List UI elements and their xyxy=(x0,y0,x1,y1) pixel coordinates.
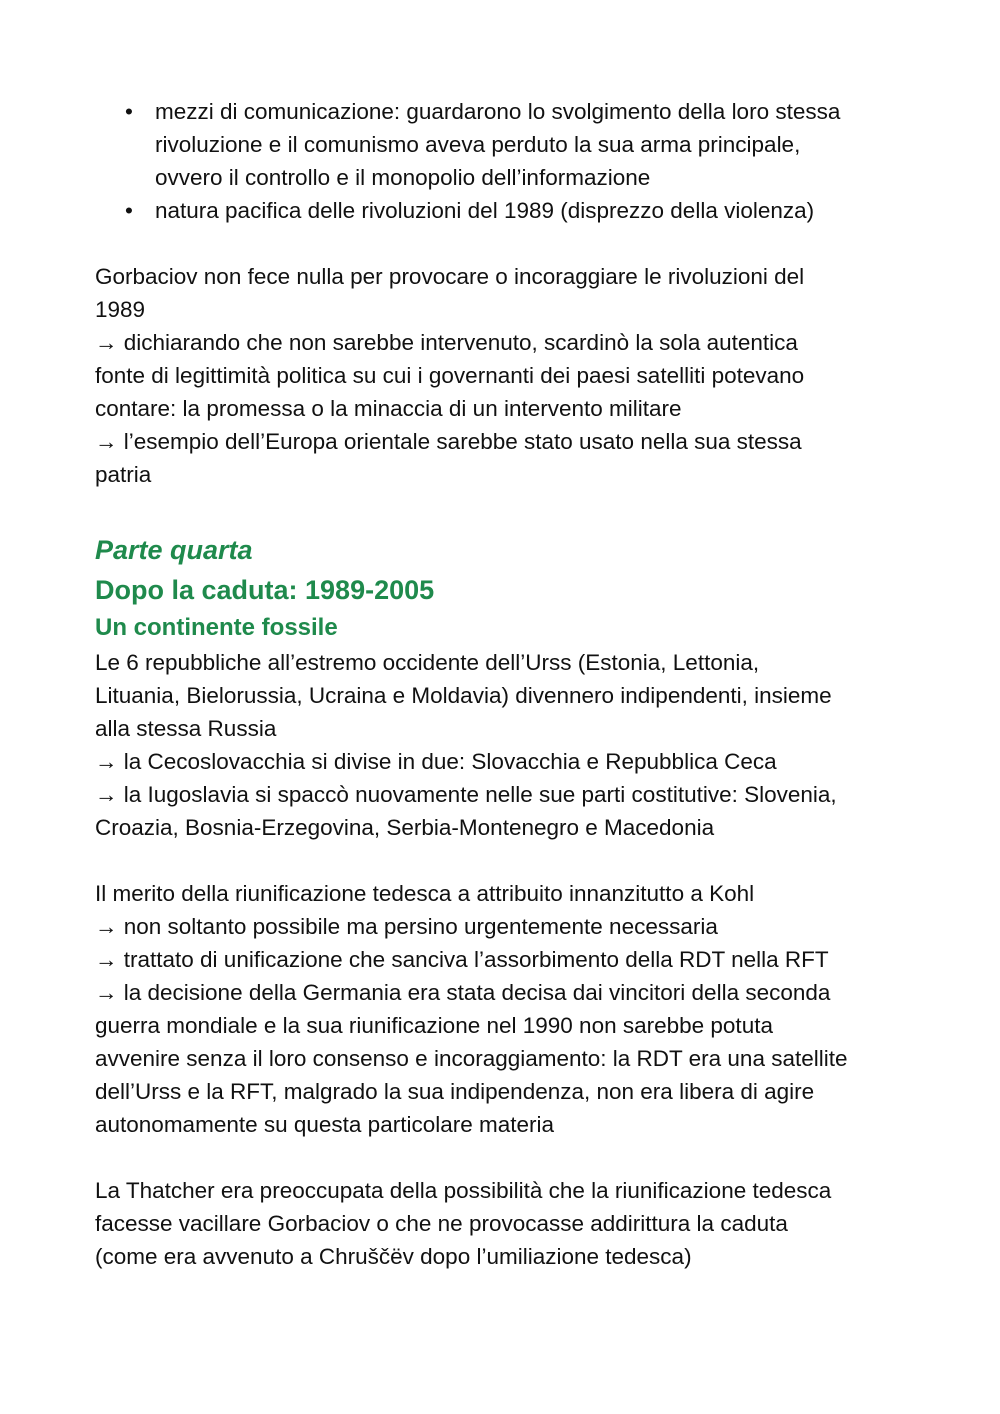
page-content xyxy=(95,95,925,1273)
paragraph-line: avvenire senza il loro consenso e incoraggiamento: la RDT era una satellite xyxy=(95,1046,848,1071)
bullet-item-peaceful xyxy=(95,194,925,227)
paragraph-line: Il merito della riunificazione tedesca a attribuito innanzitutto a Kohl xyxy=(95,881,755,906)
paragraph-republics xyxy=(95,646,925,844)
paragraph-line: Gorbaciov non fece nulla per provocare o incoraggiare le rivoluzioni del xyxy=(95,264,805,289)
paragraph-line: Lituania, Bielorussia, Ucraina e Moldavia) divennero indipendenti, insieme xyxy=(95,683,832,708)
paragraph-line: → l’esempio dell’Europa orientale sarebbe stato usato nella sua stessa xyxy=(95,429,802,454)
paragraph-line: Le 6 repubbliche all’estremo occidente dell’Urss (Estonia, Lettonia, xyxy=(95,650,760,675)
paragraph-line: patria xyxy=(95,462,152,487)
paragraph-spacer xyxy=(95,227,925,260)
paragraph-line: autonomamente su questa particolare materia xyxy=(95,1112,555,1137)
heading-title: Dopo la caduta: 1989-2005 xyxy=(95,575,435,605)
paragraph-line: → dichiarando che non sarebbe intervenuto, scardinò la sola autentica xyxy=(95,330,798,355)
paragraph-line: La Thatcher era preoccupata della possibilità che la riunificazione tedesca xyxy=(95,1178,832,1203)
paragraph-line: → la Iugoslavia si spaccò nuovamente nelle sue parti costitutive: Slovenia, xyxy=(95,782,837,807)
paragraph-thatcher xyxy=(95,1174,925,1273)
paragraph-gorbaciov xyxy=(95,260,925,491)
paragraph-line: 1989 xyxy=(95,297,146,322)
paragraph-line: → trattato di unificazione che sanciva l’assorbimento della RDT nella RFT xyxy=(95,947,829,972)
paragraph-line: guerra mondiale e la sua riunificazione nel 1990 non sarebbe potuta xyxy=(95,1013,773,1038)
paragraph-line: facesse vacillare Gorbaciov o che ne provocasse addirittura la caduta xyxy=(95,1211,788,1236)
paragraph-line: alla stessa Russia xyxy=(95,716,277,741)
paragraph-kohl xyxy=(95,877,925,1141)
paragraph-line: fonte di legittimità politica su cui i governanti dei paesi satelliti potevano xyxy=(95,363,805,388)
paragraph-spacer xyxy=(95,1141,925,1174)
paragraph-line: dell’Urss e la RFT, malgrado la sua indipendenza, non era libera di agire xyxy=(95,1079,815,1104)
paragraph-spacer xyxy=(95,491,925,524)
paragraph-line: → la Cecoslovacchia si divise in due: Slovacchia e Repubblica Ceca xyxy=(95,749,777,774)
paragraph-line: (come era avvenuto a Chruščëv dopo l’umiliazione tedesca) xyxy=(95,1244,692,1269)
bullet-text-line: natura pacifica delle rivoluzioni del 1989 (disprezzo della violenza) xyxy=(155,198,815,223)
paragraph-spacer xyxy=(95,844,925,877)
bullet-text-line: ovvero il controllo e il monopolio dell’informazione xyxy=(155,165,651,190)
bullet-text-line: mezzi di comunicazione: guardarono lo svolgimento della loro stessa xyxy=(155,99,841,124)
bullet-icon: • xyxy=(125,99,133,124)
heading-part: Parte quarta xyxy=(95,535,253,565)
heading-subsection: Un continente fossile xyxy=(95,614,338,641)
bullet-icon: • xyxy=(125,198,133,223)
paragraph-line: → non soltanto possibile ma persino urgentemente necessaria xyxy=(95,914,718,939)
bullet-item-media xyxy=(95,95,925,194)
bullet-list xyxy=(95,95,925,227)
paragraph-line: contare: la promessa o la minaccia di un intervento militare xyxy=(95,396,682,421)
paragraph-line: → la decisione della Germania era stata decisa dai vincitori della seconda xyxy=(95,980,831,1005)
paragraph-line: Croazia, Bosnia-Erzegovina, Serbia-Montenegro e Macedonia xyxy=(95,815,715,840)
bullet-text-line: rivoluzione e il comunismo aveva perduto la sua arma principale, xyxy=(155,132,801,157)
